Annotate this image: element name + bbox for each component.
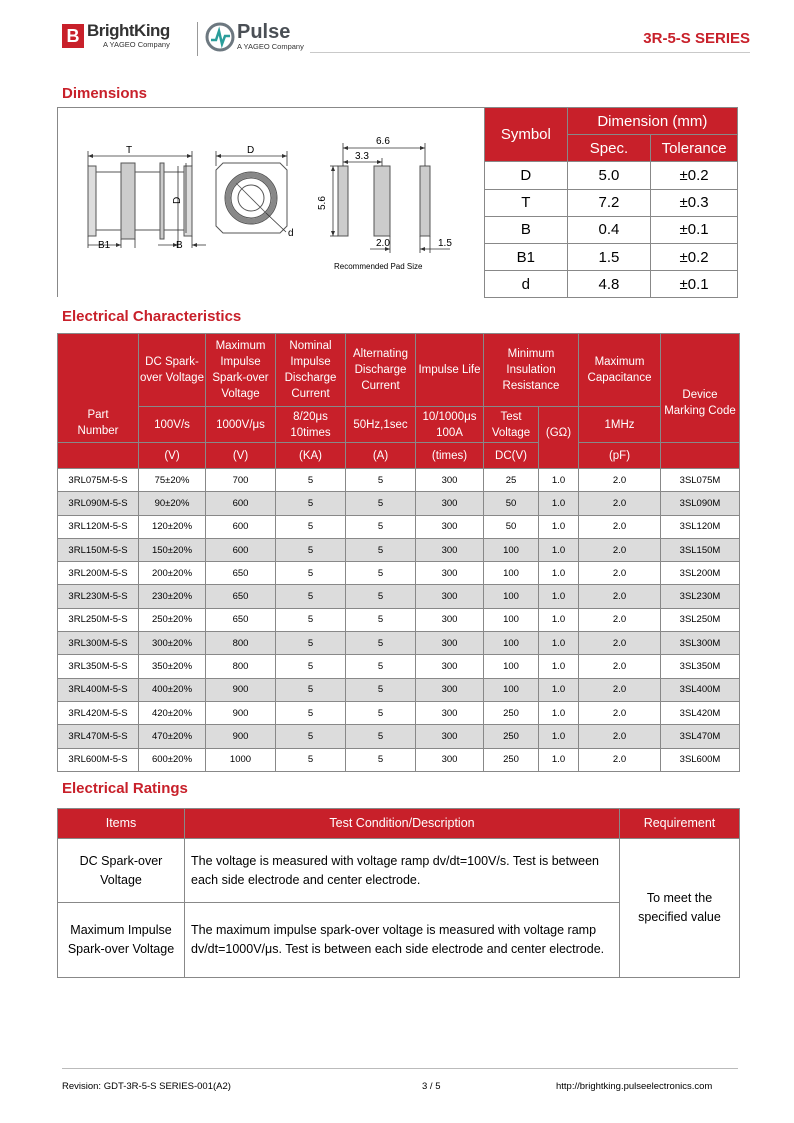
cell-dc-voltage: 250±20% — [139, 608, 206, 631]
insulation-unit: (GΩ) — [539, 407, 579, 469]
dimension-row — [485, 243, 738, 270]
cell-marking-code: 3SL470M — [661, 725, 740, 748]
footer-url: http://brightking.pulseelectronics.com — [556, 1081, 713, 1092]
dc-unit: (V) — [139, 443, 206, 469]
cell-impulse-voltage: 800 — [206, 655, 276, 678]
footer-rule — [62, 1068, 738, 1069]
capacitance-unit: (pF) — [579, 443, 661, 469]
cell-alternating-current: 5 — [346, 725, 416, 748]
dimension-spec: 1.5 — [567, 243, 651, 270]
cell-dc-voltage: 120±20% — [139, 515, 206, 538]
cell-capacitance: 2.0 — [579, 701, 661, 724]
impulse-header: Maximum Impulse Spark-over Voltage — [206, 334, 276, 407]
rating-requirement: To meet the specified value — [620, 839, 740, 978]
cell-test-voltage: 100 — [484, 562, 539, 585]
rating-item: DC Spark-over Voltage — [58, 839, 185, 903]
cell-test-voltage: 250 — [484, 748, 539, 771]
cell-insulation-resistance: 1.0 — [539, 492, 579, 515]
cell-test-voltage: 100 — [484, 678, 539, 701]
cell-dc-voltage: 230±20% — [139, 585, 206, 608]
pad-caption: Recommended Pad Size — [334, 262, 423, 271]
cell-impulse-life: 300 — [416, 515, 484, 538]
table-row — [58, 585, 740, 608]
cell-insulation-resistance: 1.0 — [539, 562, 579, 585]
electrical-title: Electrical Characteristics — [62, 308, 242, 325]
cell-nominal-current: 5 — [276, 469, 346, 492]
cell-impulse-voltage: 900 — [206, 725, 276, 748]
part-number-header — [58, 334, 139, 443]
cell-capacitance: 2.0 — [579, 632, 661, 655]
items-header: Items — [58, 809, 185, 839]
cell-impulse-life: 300 — [416, 655, 484, 678]
cell-insulation-resistance: 1.0 — [539, 678, 579, 701]
dimension-symbol: d — [485, 271, 568, 298]
dc-condition: 100V/s — [139, 407, 206, 443]
cell-test-voltage: 250 — [484, 725, 539, 748]
cell-part-number: 3RL090M-5-S — [58, 492, 139, 515]
cell-nominal-current: 5 — [276, 608, 346, 631]
dimension-row — [485, 216, 738, 243]
cell-impulse-voltage: 900 — [206, 701, 276, 724]
cell-impulse-life: 300 — [416, 701, 484, 724]
spec-header: Spec. — [567, 135, 651, 162]
cell-nominal-current: 5 — [276, 748, 346, 771]
dimension-symbol: D — [485, 162, 568, 189]
cell-impulse-voltage: 650 — [206, 562, 276, 585]
cell-dc-voltage: 150±20% — [139, 538, 206, 561]
cell-insulation-resistance: 1.0 — [539, 632, 579, 655]
impulse-condition: 1000V/μs — [206, 407, 276, 443]
dimension-drawing-svg — [58, 108, 485, 298]
cell-impulse-voltage: 1000 — [206, 748, 276, 771]
dimension-spec: 0.4 — [567, 216, 651, 243]
cell-marking-code: 3SL200M — [661, 562, 740, 585]
cell-dc-voltage: 470±20% — [139, 725, 206, 748]
cell-part-number: 3RL400M-5-S — [58, 678, 139, 701]
nominal-unit: (KA) — [276, 443, 346, 469]
cell-impulse-voltage: 650 — [206, 608, 276, 631]
cell-part-number: 3RL200M-5-S — [58, 562, 139, 585]
life-unit: (times) — [416, 443, 484, 469]
cell-alternating-current: 5 — [346, 515, 416, 538]
cell-marking-code: 3SL400M — [661, 678, 740, 701]
cell-dc-voltage: 600±20% — [139, 748, 206, 771]
dimension-drawing — [57, 107, 484, 297]
dimension-header: Dimension (mm) — [567, 108, 737, 135]
dimension-tolerance: ±0.1 — [651, 271, 738, 298]
cell-test-voltage: 100 — [484, 585, 539, 608]
cell-marking-code: 3SL090M — [661, 492, 740, 515]
dimension-tolerance: ±0.3 — [651, 189, 738, 216]
requirement-header: Requirement — [620, 809, 740, 839]
marking-unit — [661, 443, 740, 469]
cell-impulse-life: 300 — [416, 492, 484, 515]
pad-half: 3.3 — [355, 151, 369, 162]
cell-part-number: 3RL075M-5-S — [58, 469, 139, 492]
cell-insulation-resistance: 1.0 — [539, 469, 579, 492]
footer-page: 3 / 5 — [422, 1081, 441, 1092]
cell-insulation-resistance: 1.0 — [539, 725, 579, 748]
cell-dc-voltage: 300±20% — [139, 632, 206, 655]
dim-label-b: B — [176, 240, 183, 251]
capacitance-header: Maximum Capacitance — [579, 334, 661, 407]
cell-marking-code: 3SL230M — [661, 585, 740, 608]
cell-impulse-life: 300 — [416, 469, 484, 492]
cell-impulse-voltage: 800 — [206, 632, 276, 655]
cell-marking-code: 3SL120M — [661, 515, 740, 538]
cell-dc-voltage: 90±20% — [139, 492, 206, 515]
cell-marking-code: 3SL350M — [661, 655, 740, 678]
cell-part-number: 3RL600M-5-S — [58, 748, 139, 771]
cell-capacitance: 2.0 — [579, 725, 661, 748]
cell-nominal-current: 5 — [276, 701, 346, 724]
dimensions-title: Dimensions — [62, 85, 148, 102]
table-row — [58, 562, 740, 585]
dimension-symbol: B — [485, 216, 568, 243]
dimension-spec: 7.2 — [567, 189, 651, 216]
cell-capacitance: 2.0 — [579, 538, 661, 561]
cell-nominal-current: 5 — [276, 632, 346, 655]
cell-dc-voltage: 75±20% — [139, 469, 206, 492]
table-row — [58, 632, 740, 655]
cell-capacitance: 2.0 — [579, 608, 661, 631]
cell-impulse-voltage: 600 — [206, 492, 276, 515]
table-row — [58, 655, 740, 678]
cell-alternating-current: 5 — [346, 492, 416, 515]
dimension-symbol: B1 — [485, 243, 568, 270]
marking-header: Device Marking Code — [661, 334, 740, 443]
cell-insulation-resistance: 1.0 — [539, 748, 579, 771]
dimension-tolerance: ±0.2 — [651, 162, 738, 189]
cell-impulse-life: 300 — [416, 585, 484, 608]
cell-impulse-life: 300 — [416, 748, 484, 771]
cell-nominal-current: 5 — [276, 585, 346, 608]
life-condition: 10/1000μs 100A — [416, 407, 484, 443]
cell-alternating-current: 5 — [346, 585, 416, 608]
dimension-tolerance: ±0.2 — [651, 243, 738, 270]
alternating-unit: (A) — [346, 443, 416, 469]
pad-height: 5.6 — [317, 196, 328, 210]
cell-alternating-current: 5 — [346, 678, 416, 701]
cell-nominal-current: 5 — [276, 562, 346, 585]
cell-part-number: 3RL420M-5-S — [58, 701, 139, 724]
brightking-name: BrightKing — [87, 21, 170, 40]
pulse-sub: A YAGEO Company — [237, 42, 304, 51]
table-row — [58, 608, 740, 631]
cell-nominal-current: 5 — [276, 655, 346, 678]
cell-insulation-resistance: 1.0 — [539, 515, 579, 538]
cell-test-voltage: 50 — [484, 515, 539, 538]
page-header — [0, 0, 794, 62]
cell-insulation-resistance: 1.0 — [539, 538, 579, 561]
cell-capacitance: 2.0 — [579, 748, 661, 771]
cell-capacitance: 2.0 — [579, 678, 661, 701]
cell-capacitance: 2.0 — [579, 585, 661, 608]
pad-gap: 2.0 — [376, 238, 390, 249]
cell-impulse-life: 300 — [416, 725, 484, 748]
cell-impulse-voltage: 900 — [206, 678, 276, 701]
cell-marking-code: 3SL300M — [661, 632, 740, 655]
cell-nominal-current: 5 — [276, 538, 346, 561]
cell-dc-voltage: 200±20% — [139, 562, 206, 585]
cell-part-number: 3RL300M-5-S — [58, 632, 139, 655]
table-row — [58, 725, 740, 748]
cell-nominal-current: 5 — [276, 515, 346, 538]
cell-capacitance: 2.0 — [579, 655, 661, 678]
rating-item: Maximum Impulse Spark-over Voltage — [58, 903, 185, 978]
cell-insulation-resistance: 1.0 — [539, 701, 579, 724]
dimension-row — [485, 271, 738, 298]
cell-alternating-current: 5 — [346, 538, 416, 561]
cell-alternating-current: 5 — [346, 748, 416, 771]
cell-marking-code: 3SL600M — [661, 748, 740, 771]
cell-dc-voltage: 420±20% — [139, 701, 206, 724]
pulse-mark-icon — [205, 22, 235, 52]
cell-impulse-life: 300 — [416, 608, 484, 631]
pulse-name: Pulse — [237, 21, 291, 43]
cell-impulse-voltage: 600 — [206, 538, 276, 561]
condition-header: Test Condition/Description — [185, 809, 620, 839]
cell-nominal-current: 5 — [276, 678, 346, 701]
dim-label-d-side: D — [172, 196, 183, 204]
cell-impulse-voltage: 650 — [206, 585, 276, 608]
cell-marking-code: 3SL250M — [661, 608, 740, 631]
cell-test-voltage: 100 — [484, 655, 539, 678]
alternating-header: Alternating Discharge Current — [346, 334, 416, 407]
cell-capacitance: 2.0 — [579, 492, 661, 515]
dc-header: DC Spark-over Voltage — [139, 334, 206, 407]
cell-alternating-current: 5 — [346, 701, 416, 724]
cell-capacitance: 2.0 — [579, 562, 661, 585]
cell-part-number: 3RL470M-5-S — [58, 725, 139, 748]
impulse-unit: (V) — [206, 443, 276, 469]
dimension-spec: 5.0 — [567, 162, 651, 189]
ratings-title: Electrical Ratings — [62, 780, 188, 797]
cell-impulse-life: 300 — [416, 538, 484, 561]
cell-impulse-life: 300 — [416, 562, 484, 585]
cell-part-number: 3RL120M-5-S — [58, 515, 139, 538]
table-row — [58, 492, 740, 515]
symbol-header: Symbol — [485, 108, 568, 162]
dimension-symbol: T — [485, 189, 568, 216]
dimension-row — [485, 189, 738, 216]
cell-alternating-current: 5 — [346, 469, 416, 492]
cell-part-number: 3RL230M-5-S — [58, 585, 139, 608]
part-unit — [58, 443, 139, 469]
dimension-row — [485, 162, 738, 189]
number-header-line: Number — [77, 425, 119, 437]
dim-label-d-top: D — [247, 145, 255, 156]
cell-part-number: 3RL350M-5-S — [58, 655, 139, 678]
brightking-mark-icon: B — [62, 24, 84, 48]
cell-dc-voltage: 350±20% — [139, 655, 206, 678]
cell-nominal-current: 5 — [276, 725, 346, 748]
table-row — [58, 515, 740, 538]
cell-marking-code: 3SL150M — [661, 538, 740, 561]
dimension-spec: 4.8 — [567, 271, 651, 298]
footer-revision: Revision: GDT-3R-5-S SERIES-001(A2) — [62, 1081, 231, 1092]
dimension-tolerance: ±0.1 — [651, 216, 738, 243]
brightking-logo — [62, 22, 170, 49]
cell-alternating-current: 5 — [346, 562, 416, 585]
cell-insulation-resistance: 1.0 — [539, 608, 579, 631]
series-title: 3R-5-S SERIES — [643, 30, 750, 47]
cell-test-voltage: 100 — [484, 538, 539, 561]
cell-capacitance: 2.0 — [579, 515, 661, 538]
cell-dc-voltage: 400±20% — [139, 678, 206, 701]
dim-label-d-small: d — [288, 228, 294, 239]
cell-marking-code: 3SL420M — [661, 701, 740, 724]
insulation-test-voltage: Test Voltage — [484, 407, 539, 443]
pad-width-total: 6.6 — [376, 136, 390, 147]
cell-alternating-current: 5 — [346, 655, 416, 678]
cell-impulse-life: 300 — [416, 678, 484, 701]
cell-nominal-current: 5 — [276, 492, 346, 515]
capacitance-condition: 1MHz — [579, 407, 661, 443]
part-header-line: Part — [87, 409, 109, 421]
table-row — [58, 701, 740, 724]
cell-test-voltage: 100 — [484, 632, 539, 655]
pulse-logo — [205, 22, 304, 52]
brightking-sub: A YAGEO Company — [102, 40, 170, 49]
rating-description: The maximum impulse spark-over voltage is measured with voltage ramp dv/dt=1000V/μs. Test is between each side electrode and center electrode. — [185, 903, 620, 978]
cell-part-number: 3RL250M-5-S — [58, 608, 139, 631]
table-row — [58, 538, 740, 561]
table-row — [58, 748, 740, 771]
insulation-test-unit: DC(V) — [484, 443, 539, 469]
insulation-header: Minimum Insulation Resistance — [484, 334, 579, 407]
cell-alternating-current: 5 — [346, 608, 416, 631]
dim-label-t: T — [126, 145, 133, 156]
cell-part-number: 3RL150M-5-S — [58, 538, 139, 561]
rating-description: The voltage is measured with voltage ramp dv/dt=100V/s. Test is between each side electrode and center electrode. — [185, 839, 620, 903]
dimension-table — [484, 107, 738, 298]
cell-impulse-voltage: 600 — [206, 515, 276, 538]
cell-test-voltage: 25 — [484, 469, 539, 492]
nominal-header: Nominal Impulse Discharge Current — [276, 334, 346, 407]
cell-insulation-resistance: 1.0 — [539, 585, 579, 608]
cell-test-voltage: 50 — [484, 492, 539, 515]
electrical-table-body — [58, 469, 740, 772]
cell-alternating-current: 5 — [346, 632, 416, 655]
dim-label-b1: B1 — [98, 240, 111, 251]
ratings-table — [57, 808, 740, 978]
life-header: Impulse Life — [416, 334, 484, 407]
cell-test-voltage: 100 — [484, 608, 539, 631]
cell-impulse-voltage: 700 — [206, 469, 276, 492]
logo-divider — [197, 22, 198, 56]
electrical-table — [57, 333, 740, 772]
pad-side: 1.5 — [438, 238, 452, 249]
alternating-condition: 50Hz,1sec — [346, 407, 416, 443]
tolerance-header: Tolerance — [651, 135, 738, 162]
cell-impulse-life: 300 — [416, 632, 484, 655]
cell-marking-code: 3SL075M — [661, 469, 740, 492]
rating-row — [58, 839, 740, 903]
nominal-condition: 8/20μs 10times — [276, 407, 346, 443]
cell-capacitance: 2.0 — [579, 469, 661, 492]
header-rule — [310, 52, 750, 53]
table-row — [58, 469, 740, 492]
cell-test-voltage: 250 — [484, 701, 539, 724]
cell-insulation-resistance: 1.0 — [539, 655, 579, 678]
table-row — [58, 678, 740, 701]
